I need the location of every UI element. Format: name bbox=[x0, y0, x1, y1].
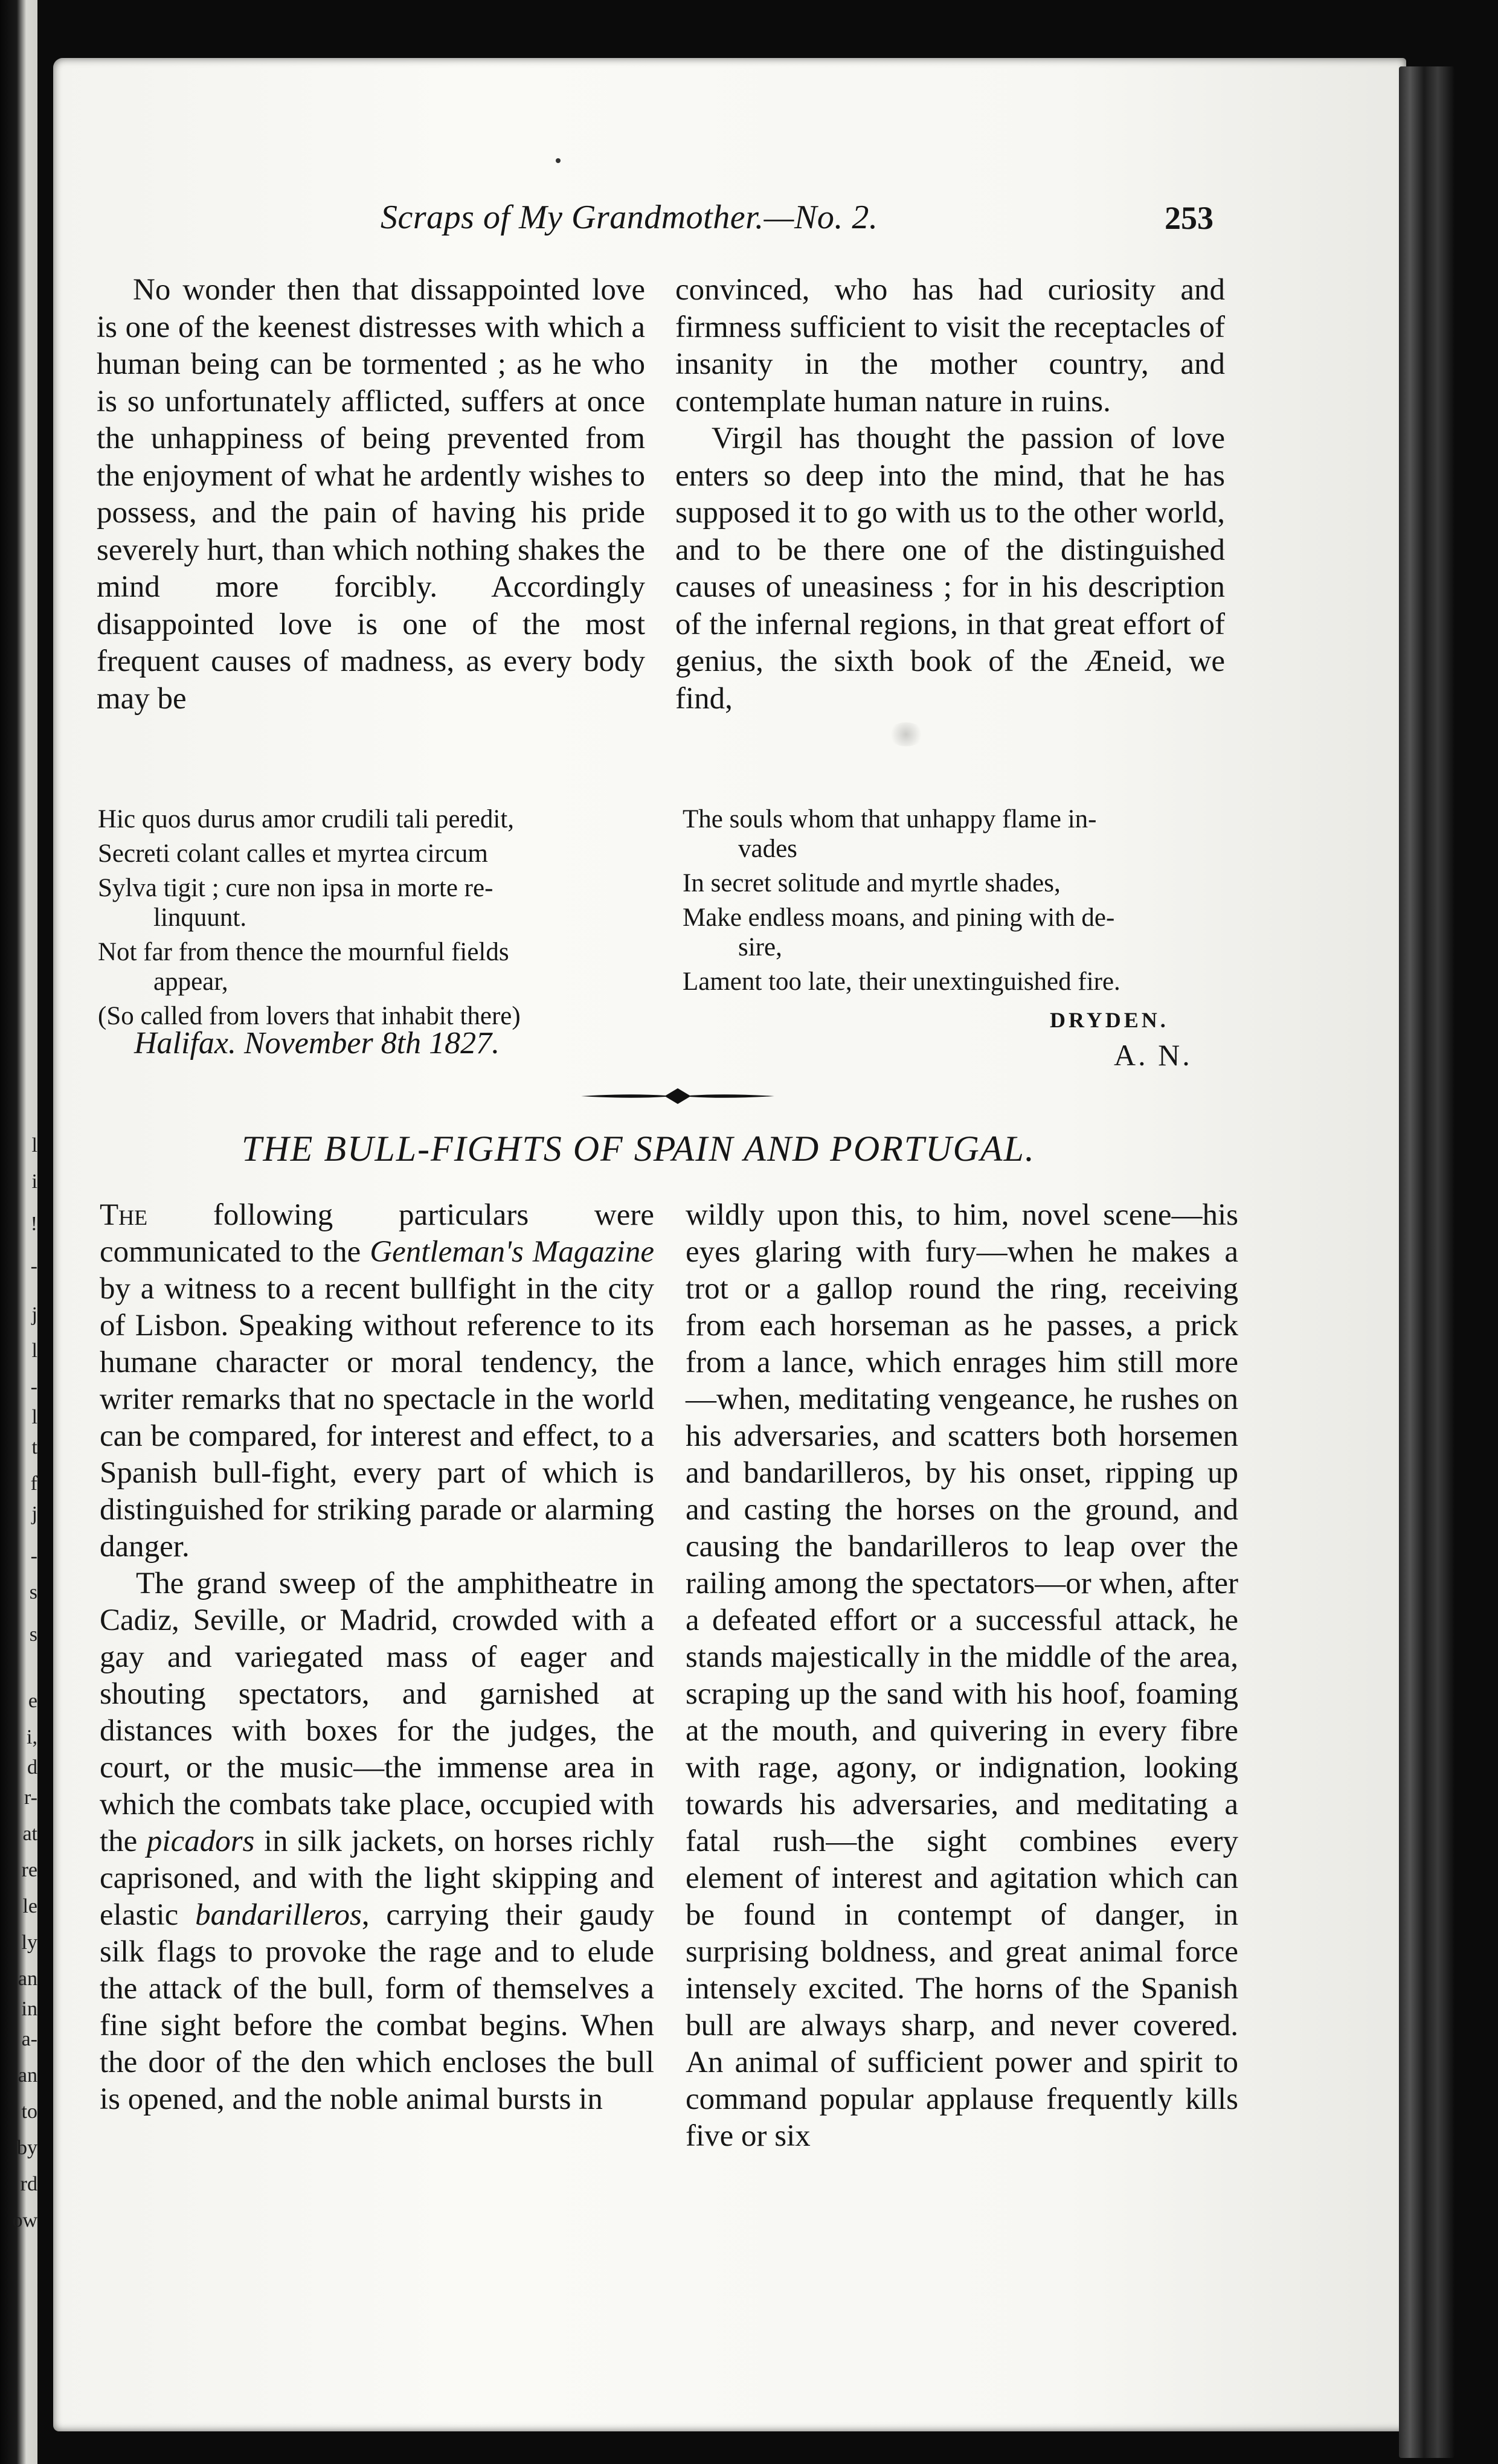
running-title: Scraps of My Grandmother.—No. 2. bbox=[381, 199, 878, 236]
facing-page-fragment: le bbox=[22, 1895, 37, 1917]
article1-paragraph: Virgil has thought the passion of love enters so deep into the mind, that he has supposed it to go with us to the other world, and to be there one of the distinguished causes of uneasiness ; for in his description of the infernal regions, in that great effort of genius, the sixth book of the Æneid, we find, bbox=[675, 422, 1225, 716]
facing-page-fragment: - bbox=[30, 1255, 37, 1277]
text-run: by a witness to a recent bullfight in the city of Lisbon. Speaking without reference to its humane character or moral tendency, the writer remarks that no spectacle in the world can be compared, for interest and effect, to a Spanish bull-fight, every part of which is distinguished for striking parade or alarming danger. bbox=[100, 1272, 654, 1564]
article-title: THE BULL-FIGHTS OF SPAIN AND PORTUGAL. bbox=[242, 1129, 1035, 1169]
verse-line bbox=[98, 804, 654, 834]
facing-page-fragment: s bbox=[29, 1581, 37, 1603]
article1-paragraph: convinced, who has had curiosity and firmness sufficient to visit the receptacles of insanity in the mother country, and contemplate human nature in ruins. bbox=[675, 273, 1225, 419]
author-initials: A. N. bbox=[1114, 1038, 1192, 1072]
verse-line-text: Make endless moans, and pining with de- bbox=[683, 903, 1115, 932]
facing-page-fragment: f bbox=[30, 1472, 37, 1495]
facing-page-fragment: - bbox=[30, 1545, 37, 1567]
verse-line bbox=[683, 903, 1238, 962]
facing-page-fragment: rd bbox=[20, 2173, 37, 2195]
text-run: The grand sweep of the amphitheatre in Cadiz, Seville, or Madrid, crowded with a gay and variegated mass of eager and shouting spectators, and garnished at distances with boxes for the judges, the court, or the music—the immense area in which the combats take place, occupied with the bbox=[100, 1567, 654, 1858]
facing-page-fragment: t bbox=[31, 1436, 37, 1458]
italic-term: picadors bbox=[146, 1824, 255, 1858]
verse-line-text: Not far from thence the mournful fields bbox=[98, 938, 509, 966]
article2-column-right bbox=[686, 1197, 1238, 2155]
page-number: 253 bbox=[1165, 200, 1214, 236]
verse-line-text: In secret solitude and myrtle shades, bbox=[683, 869, 1061, 897]
facing-page-fragment: ly bbox=[21, 1931, 37, 1954]
verse-line-text: Lament too late, their unextinguished fire. bbox=[683, 967, 1120, 996]
drop-word: The bbox=[100, 1198, 148, 1232]
ink-blot bbox=[888, 722, 924, 746]
text-run: in silk jackets, on horses richly caprisoned, and with the light skipping and elastic bbox=[100, 1824, 654, 1932]
verse-line-text: (So called from lovers that inhabit there) bbox=[98, 1002, 521, 1030]
verse-line bbox=[98, 937, 654, 996]
facing-page-fragment: - bbox=[30, 1376, 37, 1398]
facing-page-fragment: at bbox=[22, 1823, 37, 1845]
article1-paragraph: No wonder then that dissappointed love is one of the keenest distresses with which a human being can be tormented ; as he who is so unfortunately afflicted, suffers at once the unhappiness of being prevented from the enjoyment of what he ardently wishes to possess, and the pain of having his pride severely hurt, than which nothing shakes the mind more forcibly. Accordingly disappointed love is one of the most frequent causes of madness, as every body may be bbox=[97, 273, 645, 716]
facing-page-fragment: in bbox=[21, 1998, 37, 2020]
verse-line bbox=[683, 804, 1238, 864]
facing-page-fragment: r- bbox=[24, 1786, 37, 1809]
facing-page-fragment: to bbox=[21, 2100, 37, 2123]
ink-dot bbox=[556, 158, 561, 163]
facing-page-fragment: an bbox=[18, 2064, 37, 2087]
italic-term: bandarilleros bbox=[195, 1898, 362, 1932]
verse-line-continuation: vades bbox=[738, 835, 797, 863]
book-spine-edge bbox=[1399, 66, 1455, 2458]
article1-column-right bbox=[675, 272, 1225, 717]
facing-page-fragment: by bbox=[17, 2137, 37, 2159]
verse-line-text: Sylva tigit ; cure non ipsa in morte re- bbox=[98, 874, 493, 902]
running-head bbox=[0, 198, 1498, 240]
facing-page-fragment: ow bbox=[12, 2209, 37, 2231]
latin-verse bbox=[98, 804, 654, 1036]
verse-line-continuation: sire, bbox=[738, 933, 782, 961]
facing-page-fragment: i, bbox=[27, 1726, 37, 1748]
verse-credit: DRYDEN. bbox=[1050, 1008, 1169, 1032]
verse-line-continuation: appear, bbox=[153, 967, 228, 996]
facing-page-fragment: i bbox=[31, 1170, 37, 1193]
facing-page-fragment: l bbox=[31, 1406, 37, 1428]
facing-page-fragment: j bbox=[31, 1303, 37, 1326]
verse-line bbox=[98, 839, 654, 868]
text-run: , carrying their gaudy silk flags to provoke the rage and to elude the attack of the bull, form of themselves a fine sight before the combat begins. When the door of the den which encloses the bull is opened, and the noble animal bursts in bbox=[100, 1898, 654, 2116]
magazine-name: Gentleman's Magazine bbox=[370, 1235, 654, 1269]
section-divider-ornament bbox=[581, 1081, 774, 1111]
verse-line bbox=[683, 967, 1238, 996]
facing-page-edge bbox=[0, 0, 37, 2464]
facing-page-fragment: e bbox=[28, 1690, 37, 1712]
verse-line-text: Hic quos durus amor crudili tali peredit, bbox=[98, 805, 515, 833]
article1-column-left bbox=[97, 272, 645, 717]
verse-line-text: Secreti colant calles et myrtea circum bbox=[98, 839, 488, 868]
facing-page-fragment: a- bbox=[21, 2028, 37, 2050]
text-run: following particulars were communicated to the bbox=[100, 1198, 654, 1269]
verse-line-continuation: linquunt. bbox=[153, 903, 247, 932]
article2-paragraph bbox=[100, 1197, 654, 1565]
facing-page-fragment: l bbox=[31, 1339, 37, 1362]
facing-page-fragment: l bbox=[31, 1134, 37, 1157]
facing-page-fragment: re bbox=[21, 1859, 37, 1881]
facing-page-fragment: j bbox=[31, 1503, 37, 1525]
article2-paragraph: wildly upon this, to him, novel scene—his eyes glaring with fury—when he makes a trot or a gallop round the ring, receiving from each horseman as he passes, a prick from a lance, which enrages him still more—when, meditating vengeance, he rushes on his adversaries, and scatters both horsemen and bandarilleros, by his onset, ripping up and casting the horses on the ground, and causing the bandarilleros to leap over the railing among the spectators—or when, after a defeated effort or a successful attack, he stands majestically in the middle of the area, scraping up the sand with his hoof, foaming at the mouth, and quivering in every fibre with rage, agony, or indignation, looking towards his adversaries, and meditating a fatal rush—the sight combines every element of interest and agitation which can be found in contempt of danger, in surprising boldness, and great animal force intensely excited. The horns of the Spanish bull are always sharp, and never covered. An animal of sufficient power and spirit to command popular applause frequently kills five or six bbox=[686, 1198, 1238, 2153]
verse-line bbox=[683, 868, 1238, 898]
facing-page-fragment: an bbox=[18, 1968, 37, 1990]
facing-page-fragment: d bbox=[27, 1756, 37, 1779]
article2-column-left bbox=[100, 1197, 654, 2118]
place-date-signoff: Halifax. November 8th 1827. bbox=[134, 1026, 500, 1060]
facing-page-fragment: ! bbox=[30, 1213, 37, 1235]
verse-line bbox=[98, 873, 654, 932]
english-verse bbox=[683, 804, 1238, 1001]
facing-page-fragment: s bbox=[29, 1623, 37, 1646]
article2-paragraph bbox=[100, 1565, 654, 2118]
verse-line-text: The souls whom that unhappy flame in- bbox=[683, 805, 1097, 833]
